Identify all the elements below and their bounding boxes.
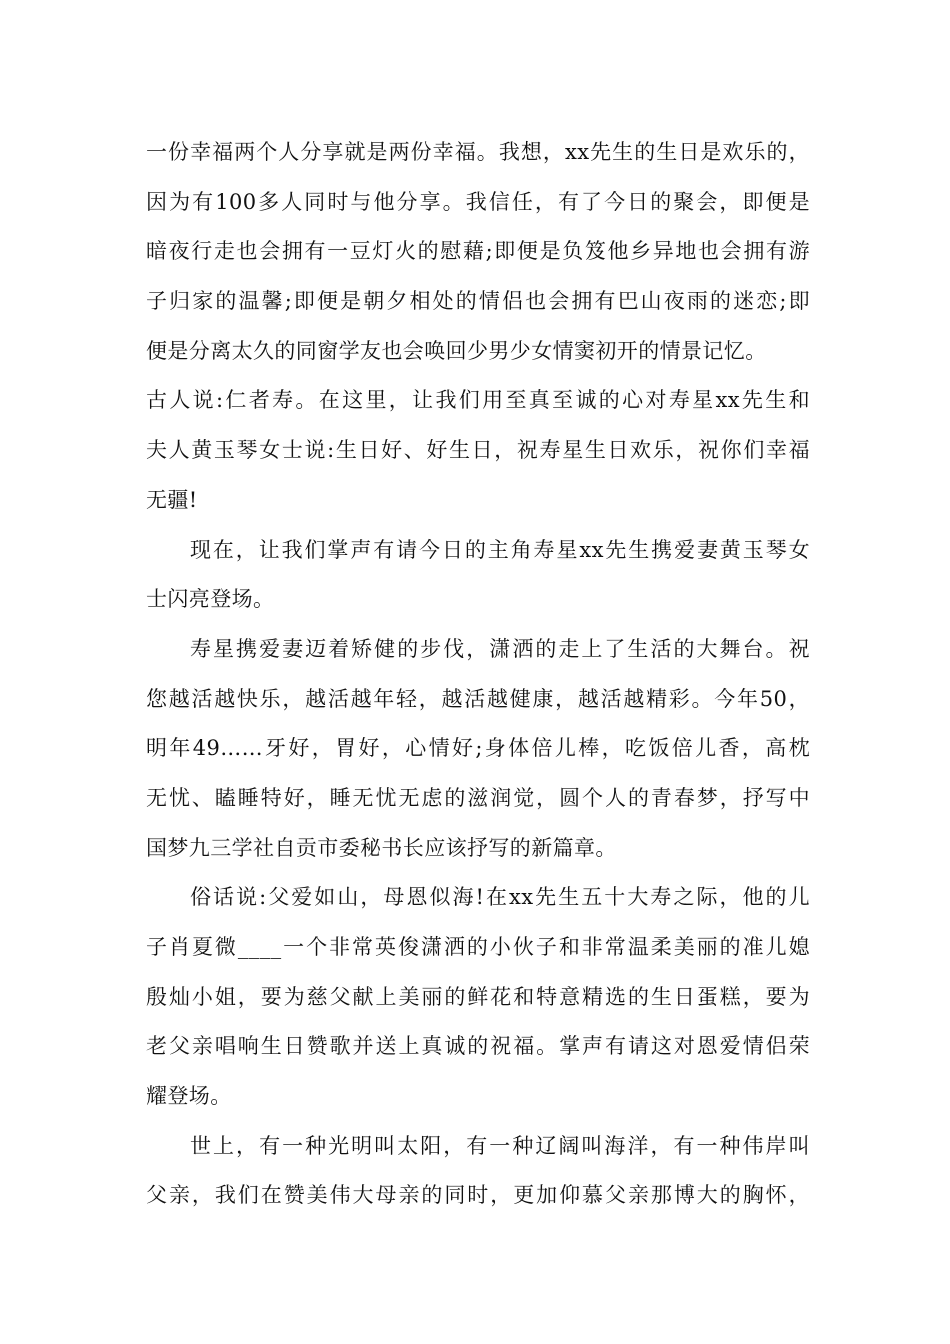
- text-line: 子肖夏微____一个非常英俊潇洒的小伙子和非常温柔美丽的准儿媳: [146, 935, 810, 959]
- text-line: 老父亲唱响生日赞歌并送上真诚的祝福。掌声有请这对恩爱情侣荣: [146, 1034, 810, 1059]
- text-line: 因为有100多人同时与他分享。我信任，有了今日的聚会，即便是: [146, 189, 810, 214]
- text-line: 明年49……牙好，胃好，心情好;身体倍儿棒，吃饭倍儿香，高枕: [146, 736, 810, 761]
- body-text: [146, 128, 810, 1221]
- text-line: 父亲，我们在赞美伟大母亲的同时，更加仰慕父亲那博大的胸怀，: [146, 1183, 810, 1208]
- text-line: 夫人黄玉琴女士说:生日好、好生日，祝寿星生日欢乐，祝你们幸福: [146, 438, 810, 463]
- text-line: 殷灿小姐，要为慈父献上美丽的鲜花和特意精选的生日蛋糕，要为: [146, 984, 810, 1009]
- text-line: 古人说:仁者寿。在这里，让我们用至真至诚的心对寿星xx先生和: [146, 388, 810, 413]
- paragraph-first-line: 世上，有一种光明叫太阳，有一种辽阔叫海洋，有一种伟岸叫: [190, 1133, 810, 1158]
- text-line: 暗夜行走也会拥有一豆灯火的慰藉;即便是负笈他乡异地也会拥有游: [146, 239, 810, 264]
- text-line: 一份幸福两个人分享就是两份幸福。我想，xx先生的生日是欢乐的，: [146, 140, 810, 164]
- text-line: 无忧、瞌睡特好，睡无忧无虑的滋润觉，圆个人的青春梦，抒写中: [146, 785, 810, 810]
- text-line: 国梦九三学社自贡市委秘书长应该抒写的新篇章。: [146, 835, 617, 860]
- paragraph-first-line: 寿星携爱妻迈着矫健的步伐，潇洒的走上了生活的大舞台。祝: [190, 636, 810, 661]
- text-line: 子归家的温馨;即便是朝夕相处的情侣也会拥有巴山夜雨的迷恋;即: [146, 289, 810, 314]
- text-line: 耀登场。: [146, 1084, 232, 1109]
- text-line: 您越活越快乐，越活越年轻，越活越健康，越活越精彩。今年50，: [146, 686, 810, 711]
- text-line: 便是分离太久的同窗学友也会唤回少男少女情窦初开的情景记忆。: [146, 338, 767, 363]
- text-line: 士闪亮登场。: [146, 587, 275, 612]
- paragraph-first-line: 俗话说:父爱如山，母恩似海!在xx先生五十大寿之际，他的儿: [190, 885, 810, 910]
- paragraph-first-line: 现在，让我们掌声有请今日的主角寿星xx先生携爱妻黄玉琴女: [190, 537, 810, 562]
- text-line: 无疆!: [146, 487, 198, 512]
